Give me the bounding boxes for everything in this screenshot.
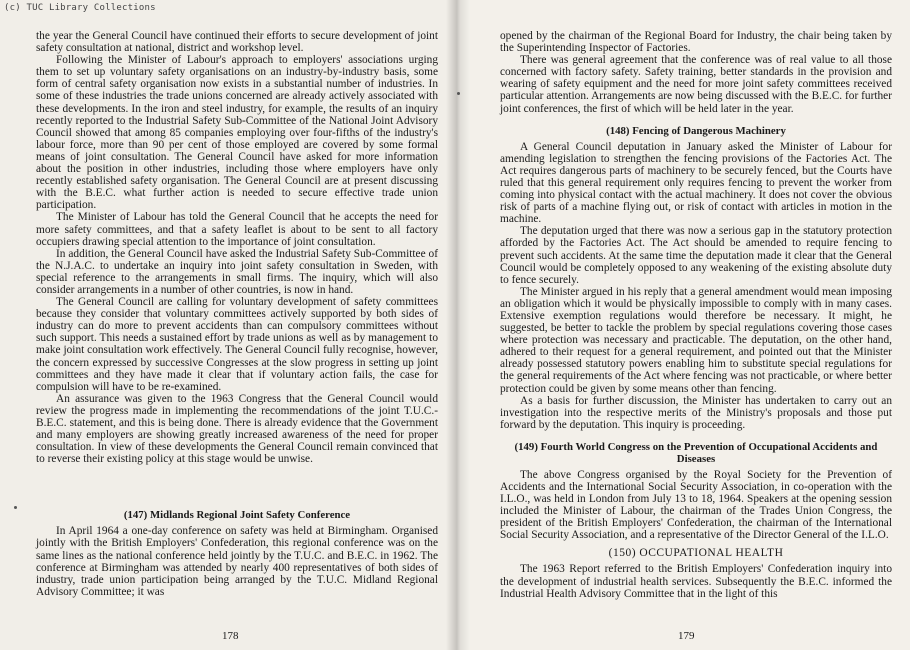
section-heading-149: (149) Fourth World Congress on the Prevention of Occupational Accidents and Diseases (514, 440, 878, 465)
scan-speck (457, 92, 460, 95)
right-paragraph: The deputation urged that there was now a serious gap in the statutory protection afforded by the Factories Act. The Act should be amended to require fencing to prevent such accidents. At the same time the deputation made it clear that the General Council would be completely opposed to any weakening of the existing absolute duty to fence securely. (500, 225, 892, 286)
left-page-body (36, 30, 438, 598)
right-page (458, 0, 910, 650)
watermark: (c) TUC Library Collections (4, 3, 156, 13)
right-paragraph: opened by the chairman of the Regional Board for Industry, the chair being taken by the Superintending Inspector of Factories. (500, 30, 892, 55)
right-paragraph: As a basis for further discussion, the Minister has undertaken to carry out an investigation into the respective merits of the Ministry's proposals and those put forward by the deputation. This inquiry is proceeding. (500, 394, 892, 431)
left-paragraph: Following the Minister of Labour's approach to employers' associations urging them to set up voluntary safety organisations on an industry-by-industry basis, some form of central safety organisation now exists in a substantial number of industries. In some of these industries the trade unions concerned are already actively associated with these developments. In the iron and steel industry, for example, the results of an inquiry recently reported to the Industrial Safety Sub-Committee of the National Joint Advisory Council showed that among 85 companies employing over four-fifths of the industry's labour force, more than 90 per cent of those employed are covered by some formal means of joint consultation. The General Council have asked for more information about the position in other industries, including those where employers have only recently established safety organisation. The General Council are at present discussing with the B.E.C. what further action is needed to secure effective trade union participation. (36, 54, 438, 212)
section-heading-147: (147) Midlands Regional Joint Safety Conference (123, 509, 351, 522)
left-paragraph: The General Council are calling for voluntary development of safety committees because they consider that voluntary committees actively supported by both sides of industry can do more to prevent accidents than can compulsory committees without such support. This needs a sustained effort by trade unions as well as by management to make joint consultation work effectively. The General Council fully recognise, however, the concern expressed by successive Congresses at the slow progress in setting up joint committees and they have made it clear that if voluntary action fails, the case for compulsion will have to be re-examined. (36, 296, 438, 393)
left-paragraph: the year the General Council have continued their efforts to secure development of joint safety consultation at national, district and workshop level. (36, 30, 438, 55)
right-paragraph: The 1963 Report referred to the British Employers' Confederation inquiry into the development of industrial health services. Subsequently the B.E.C. informed the Industrial Health Advisory Committee that in the light of this (500, 563, 892, 600)
left-paragraph: In addition, the General Council have asked the Industrial Safety Sub-Committee of the N.J.A.C. to undertake an inquiry into joint safety consultation in Sweden, with special reference to the arrangements in small firms. The inquiry, which will also consider arrangements in a number of other countries, is now in hand. (36, 247, 438, 296)
left-paragraph: An assurance was given to the 1963 Congress that the General Council would review the progress made in implementing the recommendations of the joint T.U.C.-B.E.C. statement, and this is being done. There is already evidence that the Government and many employers are showing greatly increased awareness of the need for proper consultation. In view of these developments the General Council remain convinced that to reverse their existing policy at this stage would be unwise. (36, 392, 438, 466)
scan-speck (14, 506, 17, 509)
book-gutter-shadow (446, 0, 470, 650)
right-page-body (500, 30, 892, 600)
right-paragraph: There was general agreement that the conference was of real value to all those concerned with factory safety. Safety training, better standards in the provision and wearing of safety equipment and the need for more joint safety committees received particular attention. Arrangements are now being discussed with the B.E.C. for further joint conferences, the first of which will be held later in the year. (500, 54, 892, 115)
left-paragraph: In April 1964 a one-day conference on safety was held at Birmingham. Organised jointly with the British Employers' Confederation, this regional conference was on the same lines as the national conference held jointly by the T.U.C. and B.E.C. in 1962. The conference at Birmingham was attended by nearly 400 representatives of both sides of industry, trade union participation being arranged by the T.U.C. Midland Regional Advisory Committee; it was (36, 525, 438, 598)
section-heading-148: (148) Fencing of Dangerous Machinery (606, 124, 786, 137)
page-number-left: 178 (222, 630, 239, 642)
right-paragraph: The Minister argued in his reply that a general amendment would mean imposing an obligation which it would be physically impossible to comply with in many cases. Extensive exemption regulations would therefore be necessary. It might, he suggested, be better to tackle the problem by special regulations covering those cases where protection was necessary and practicable. The deputation, on the other hand, adhered to their request for a general requirement, and pointed out that the Minister already possessed statutory powers enabling him to substitute special regulations for the general requirements of the Act where fencing was not practicable, or where better protection could be given by some means other than fencing. (500, 285, 892, 395)
right-paragraph: The above Congress organised by the Royal Society for the Prevention of Accidents and the International Social Security Association, in co-operation with the I.L.O., was held in London from July 13 to 18, 1964. Speakers at the opening session included the Minister of Labour, the chairman of the Trades Union Congress, the president of the British Employers' Confederation, the chairman of the International Social Security Association, and a representative of the Director General of the I.L.O. (500, 468, 892, 542)
right-paragraph: A General Council deputation in January asked the Minister of Labour for amending legislation to strengthen the fencing provisions of the Factories Act. The Act requires dangerous parts of machinery to be securely fenced, but the Courts have ruled that this general requirement only requires fencing to prevent the worker from coming into physical contact with the actual machinery. It does not cover the obvious risk of parts of a machine flying out, or risk of contact with articles in motion in the machine. (500, 140, 892, 226)
section-heading-150: (150) OCCUPATIONAL HEALTH (608, 547, 784, 560)
left-paragraph: The Minister of Labour has told the General Council that he accepts the need for more safety committees, and that a safety leaflet is about to be sent to all factory occupiers drawing special attention to the importance of joint consultation. (36, 211, 438, 248)
page-number-right: 179 (678, 630, 695, 642)
